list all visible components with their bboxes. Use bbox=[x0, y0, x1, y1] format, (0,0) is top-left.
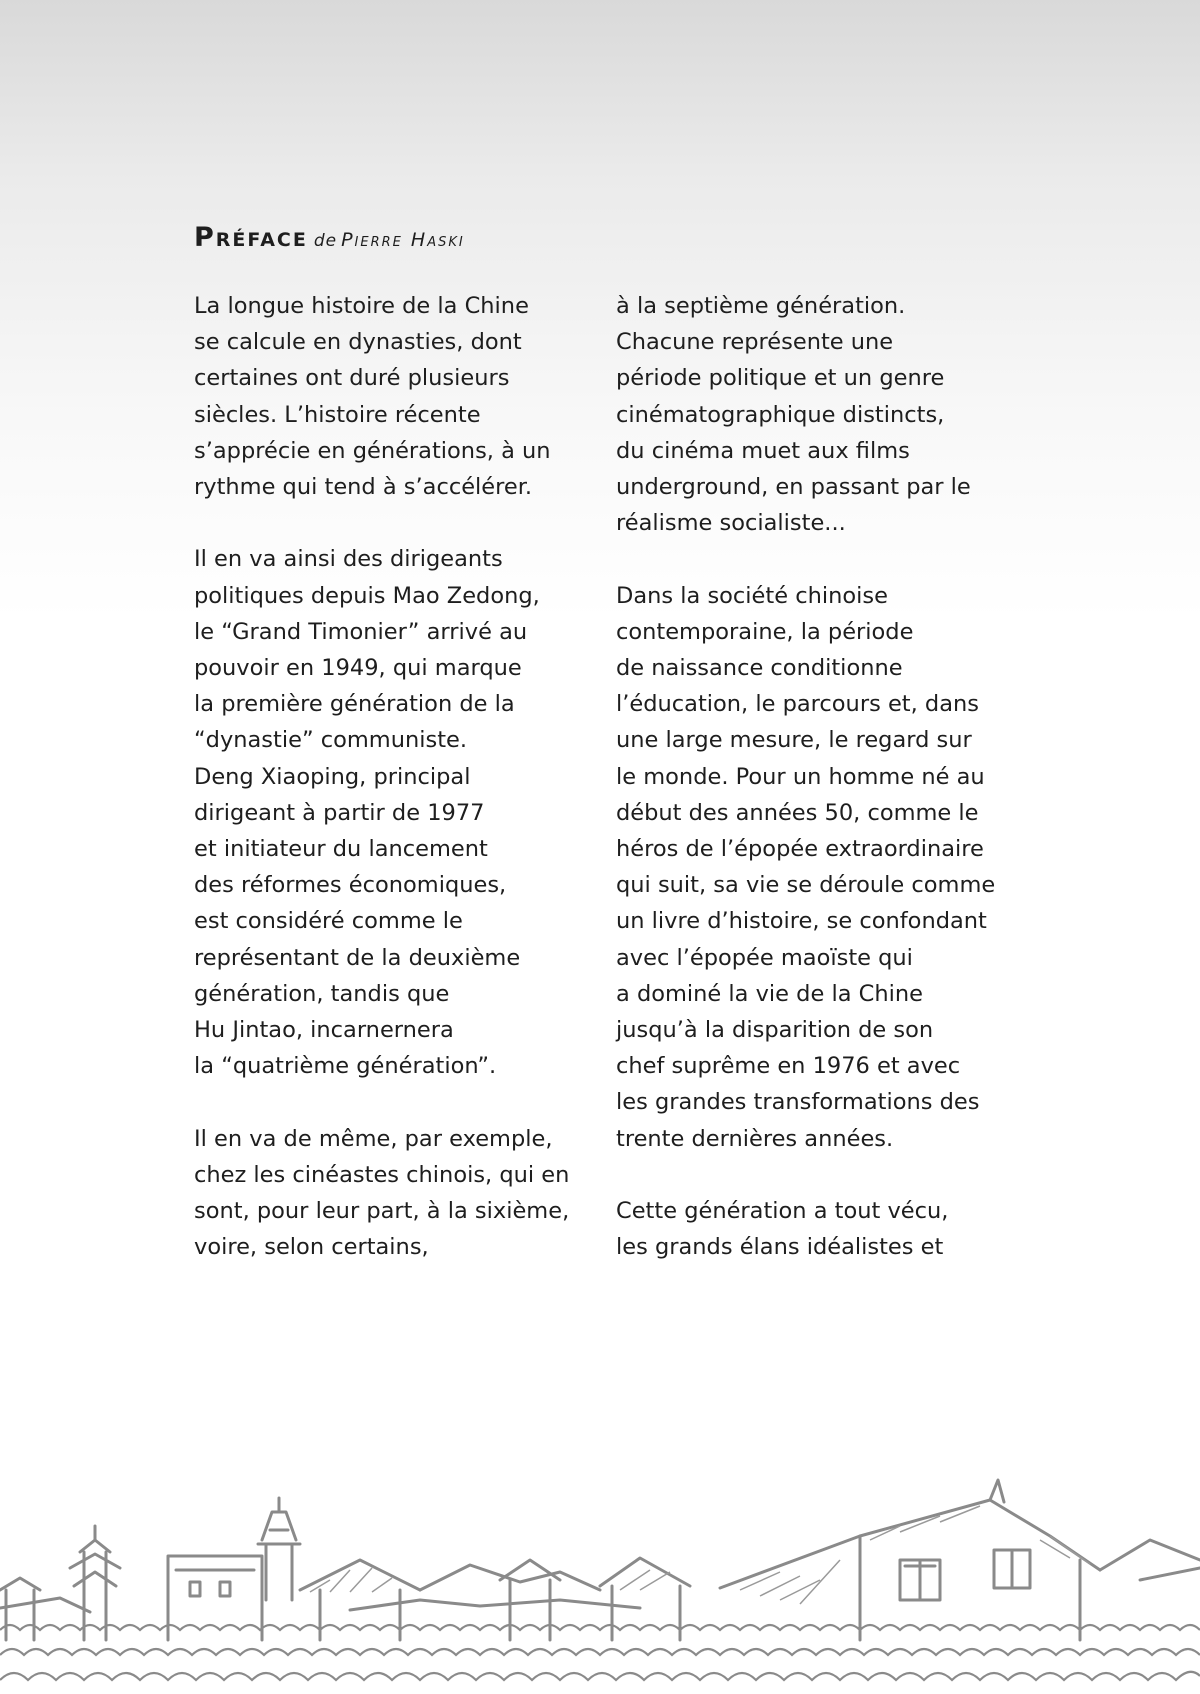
preface-title: Préface bbox=[194, 222, 308, 253]
preface-heading bbox=[194, 222, 465, 253]
paragraph-left-1: La longue histoire de la Chine se calcule en dynasties, dont certaines ont duré plusieurs siècles. L’histoire récente s’apprécie en générations, à un rythme qui tend à s’accélérer. bbox=[194, 293, 551, 501]
text-column-left bbox=[194, 288, 594, 1265]
preface-by: de bbox=[313, 231, 338, 251]
paragraph-left-2: Il en va ainsi des dirigeants politiques depuis Mao Zedong, le “Grand Timonier” arrivé au pouvoir en 1949, qui marque la première génération de la “dynastie” communiste. Deng Xiaoping, principal dirigeant à partir de 1977 et initiateur du lancement des réformes économiques, est considéré comme le représentant de la deuxième génération, tandis que Hu Jintao, incarnernera la “quatrième génération”. bbox=[194, 546, 540, 1080]
paragraph-right-2: Dans la société chinoise contemporaine, la période de naissance conditionne l’éducation, le parcours et, dans une large mesure, le regard sur le monde. Pour un homme né au début des années 50, comme le héros de l’épopée extraordinaire qui suit, sa vie se déroule comme un livre d’histoire, se confondant avec l’épopée maoïste qui a dominé la vie de la Chine jusqu’à la disparition de son chef suprême en 1976 et avec les grandes transformations des trente dernières années. bbox=[616, 582, 996, 1152]
text-column-right bbox=[616, 288, 1016, 1265]
paragraph-right-3: Cette génération a tout vécu, les grands élans idéalistes et bbox=[616, 1198, 949, 1261]
preface-author: Pierre Haski bbox=[341, 229, 465, 251]
rooftops-illustration bbox=[0, 1440, 1200, 1694]
paragraph-right-1: à la septième génération. Chacune représente une période politique et un genre cinématographique distincts, du cinéma muet aux films underground, en passant par le réalisme socialiste... bbox=[616, 293, 971, 537]
paragraph-left-3: Il en va de même, par exemple, chez les cinéastes chinois, qui en sont, pour leur part, à la sixième, voire, selon certains, bbox=[194, 1125, 570, 1261]
